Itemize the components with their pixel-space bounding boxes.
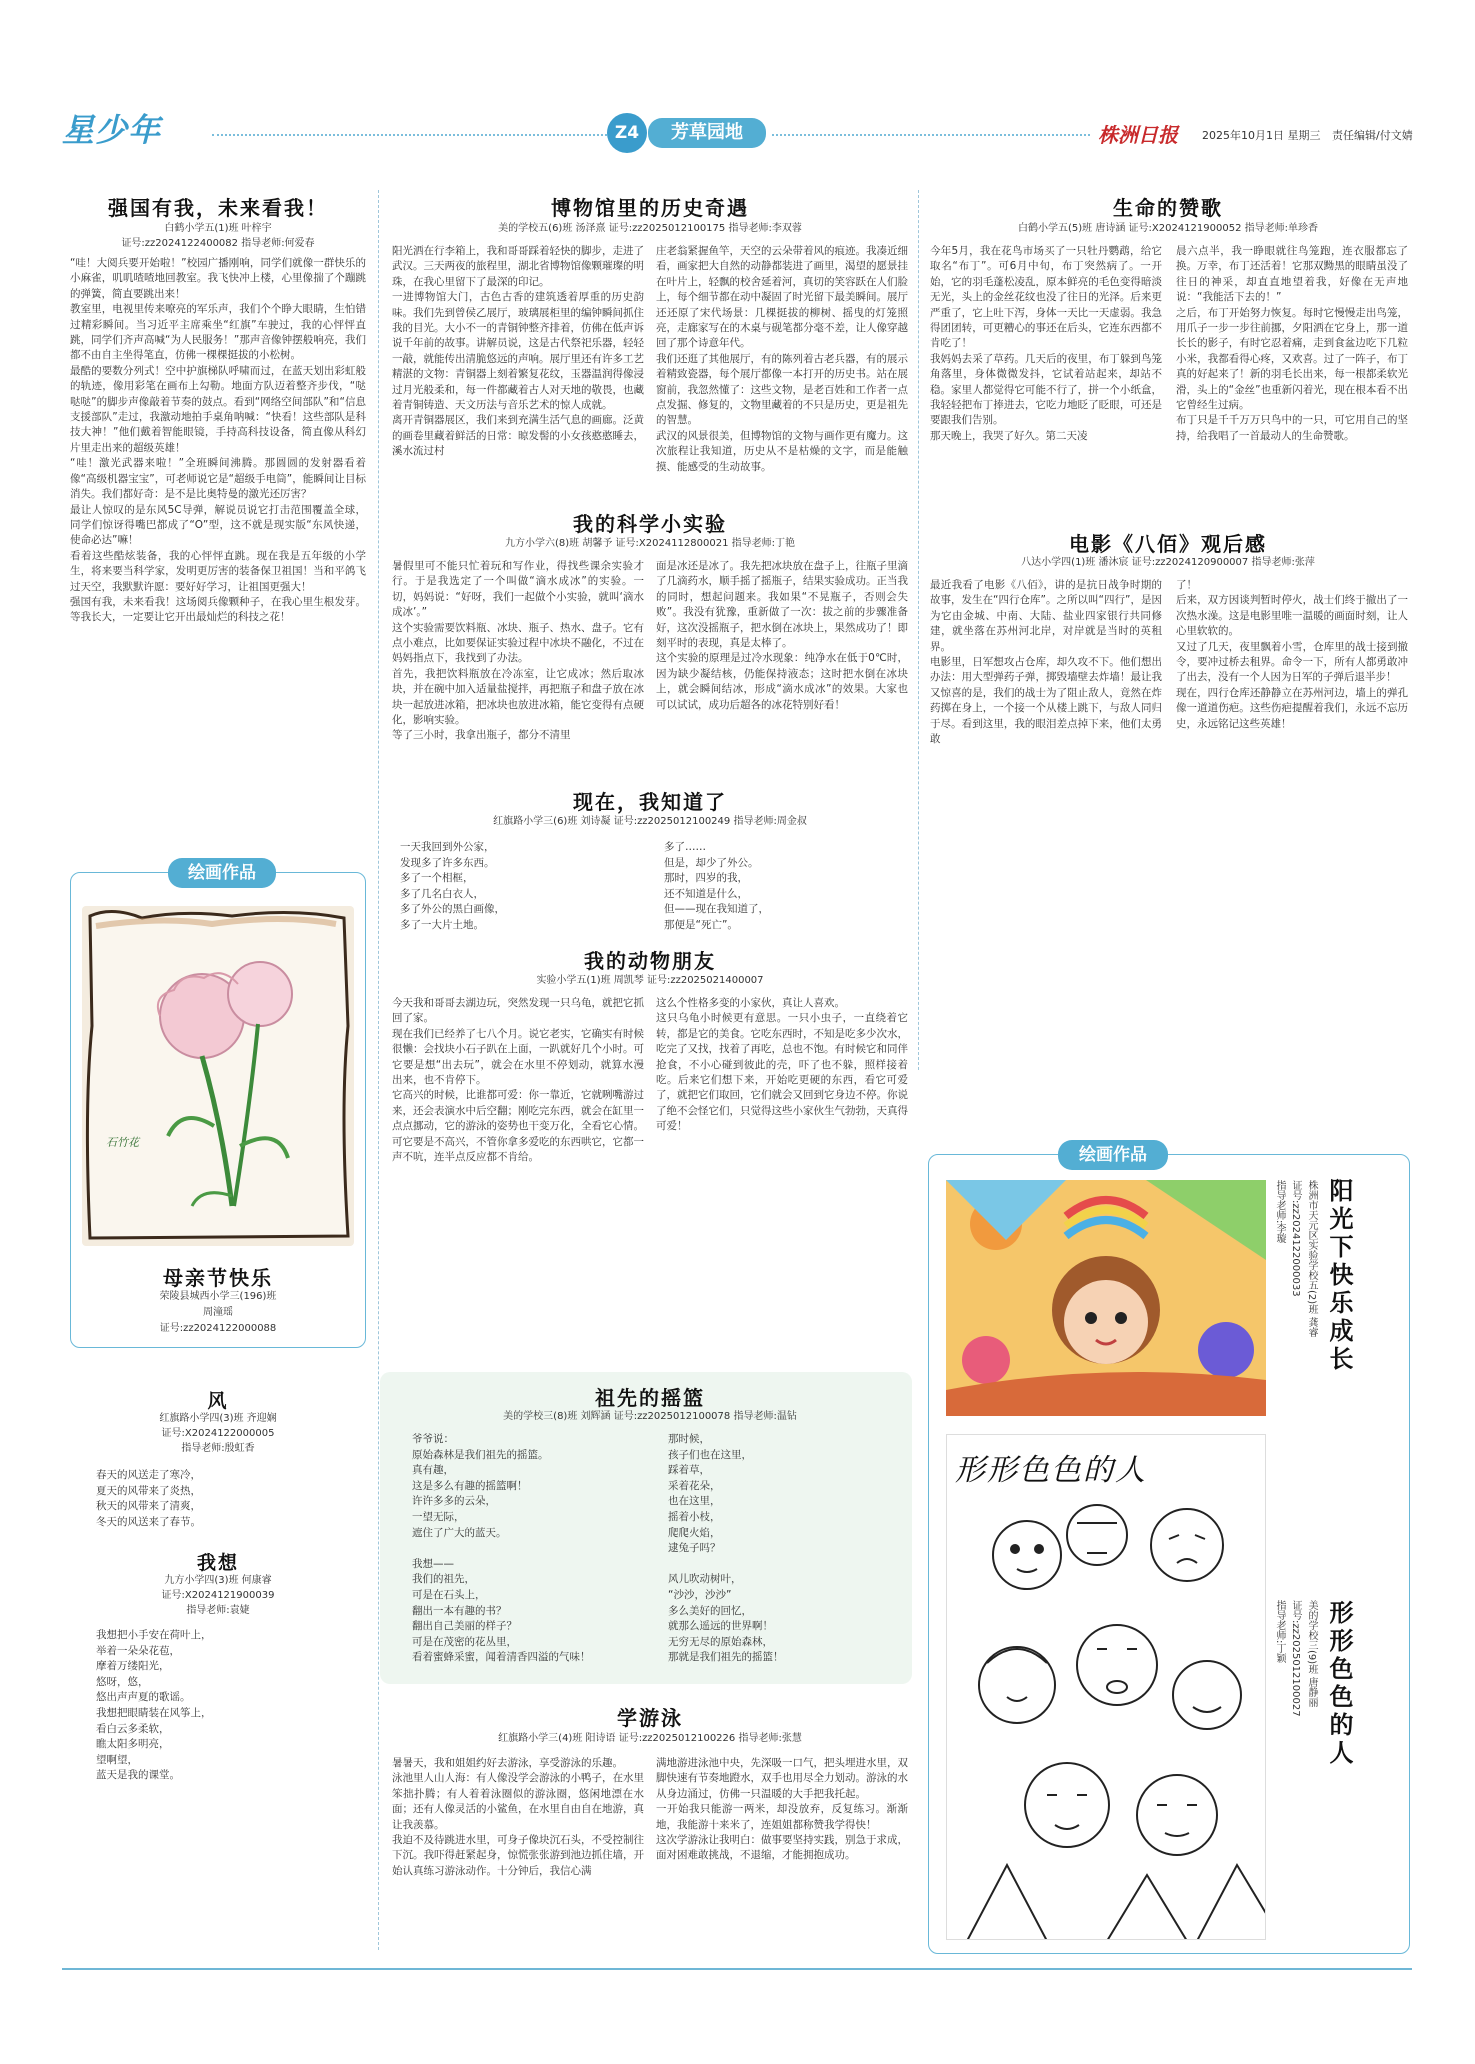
painting-title: 母亲节快乐 xyxy=(163,1266,273,1290)
article-title: 我的动物朋友 xyxy=(584,949,716,973)
article-byline: 白鹤小学五(1)班 叶梓宇 xyxy=(164,223,272,234)
article-title: 生命的赞歌 xyxy=(1113,196,1223,220)
article-body: 阳光洒在行李箱上，我和哥哥踩着轻快的脚步，走进了武汉。三天两夜的旅程里，湖北省博物馆像颗璀璨的明珠，在我心里留下了最深的印记。 一进博物馆大门，古色古香的建筑透着厚重的历史韵味。我们先到曾侯乙展厅，玻璃展柜里的编钟瞬间抓住我的目光。大小不一的青铜钟整齐排着，仿佛在低声诉说千年前的故事。讲解员说，这是古代祭祀乐器，轻轻一敲，就能传出清脆悠远的声响。展厅里还有许多工艺精湛的文物：青铜器上刻着繁复花纹，玉器温润得像浸过月光般柔和，每一件都藏着古人对天地的敬畏，也藏着青铜铸造、天文历法与音乐艺术的惊人成就。 离开青铜器展区，我们来到充满生活气息的画廊。泛黄的画卷里藏着鲜活的日常：晾发髻的小女孩憨憨睡去，溪水流过村 xyxy=(392,245,644,458)
article-body: 这么个性格多变的小家伙，真让人喜欢。 这只乌龟小时候更有意思。一只小虫子，一直绕着它转，都是它的美食。它吃东西时，不知是吃多少次水，吃完了又找，找着了再吃，总也不饱。有时候它和同伴抢食，不小心碰到彼此的壳，吓了也不躲，照样接着吃。后来它们想下来，开始吃更硬的东西，看它可爱了，就把它们取回，它们就会又回到它身边不停。你说了绝不会怪它们，只觉得这些小家伙生气勃勃，天真得可爱！ xyxy=(656,997,908,1133)
article-body: 最近我看了电影《八佰》，讲的是抗日战争时期的故事，发生在“四行仓库”。之所以叫“四行”，是因为它由金城、中南、大陆、盐业四家银行共同修建，就坐落在苏州河北岸，对岸就是当时的英租界。 电影里，日军想攻占仓库，却久攻不下。他们想出办法：用大型弹药子弹，掷毁墙壁去炸墙！最让我又惊喜的是，我们的战士为了阻止敌人，竟然在炸药掷在身上，一个接一个从楼上跳下，与敌人同归于尽。看到这里，我的眼泪差点掉下来，他们太勇敢 xyxy=(930,579,1162,746)
painting-label: 绘画作品 xyxy=(1058,1140,1168,1170)
article-byline: 证号:X2024121900039 xyxy=(161,1590,275,1601)
carnation-drawing xyxy=(82,906,354,1246)
article-body: 今天我和哥哥去湖边玩，突然发现一只乌龟，就把它抓回了家。 现在我们已经养了七八个月。说它老实，它确实有时候很懒：会找块小石子趴在上面，一趴就好几个小时。可它要是想“出去玩”，就会在水里不停划动，就算水漫出来，也不肯停下。 它高兴的时候，比谁都可爱：你一靠近，它就咧嘴游过来，还会表演水中后空翻；刚吃完东西，就会在缸里一点点挪动，它的游泳的姿势也干变万化，全看它心情。可它要是不高兴，不管你拿多爱吃的东西哄它，它都一声不吭，连半点反应都不肯给。 xyxy=(392,997,644,1164)
painting-author: 荣陵县城西小学三(196)班 xyxy=(159,1291,277,1302)
painting-label: 绘画作品 xyxy=(168,858,276,888)
poem-body: 那时候， 孩子们也在这里， 踩着草， 采着花朵， 也在这里， 摇着小枝， 爬爬火焰， 逮兔子吗？ 风儿吹动树叶， “沙沙，沙沙” 多么美好的回忆， 就那么遥远的世界啊！ 无穷无尽的原始森林， 那就是我们祖先的摇篮！ xyxy=(668,1433,784,1664)
section-title: 芳草园地 xyxy=(648,118,766,148)
issue-date: 2025年10月1日 星期三 xyxy=(1202,129,1321,142)
article-body: 暑暑天，我和姐姐约好去游泳，享受游泳的乐趣。 泳池里人山人海：有人像没学会游泳的小鸭子，在水里笨拙扑腾；有人着着泳圈似的游泳圈，悠闲地漂在水面；还有人像灵活的小鲨鱼，在水里自由自在地游，真让我羡慕。 我迫不及待跳进水里，可身子像块沉石头，不受控制往下沉。我吓得赶紧起身，惊慌张张游到池边抓住墙，开始认真练习游泳动作。十分钟后，我信心满 xyxy=(392,1757,644,1877)
poem-body: 春天的风送走了寒冷， 夏天的风带来了炎热， 秋天的风带来了清爽， 冬天的风送来了春节。 xyxy=(96,1469,201,1528)
painting-author: 株洲市天元区实验学校五(2)班 龚睿 xyxy=(1306,1180,1317,1338)
poem-body: 我想把小手安在荷叶上， 举着一朵朵花苞， 摩着万缕阳光， 悠呀，悠， 悠出声声夏的歌谣。 我想把眼睛装在风筝上， 看白云多柔软， 瞧太阳多明亮， 望啊望， 蓝天是我的课堂。 xyxy=(96,1629,212,1782)
article-body: “哇！大阅兵要开始啦！”校园广播刚响，同学们就像一群快乐的小麻雀，叽叽喳喳地回教室。我飞快冲上楼，心里像揣了个蹦跳的弹簧，简直要跳出来！ 教室里，电视里传来嘹亮的军乐声，我们个个睁大眼睛，生怕错过精彩瞬间。当习近平主席乘坐“红旗”车驶过，我的心怦怦直跳，同学们齐声高喊“为人民服务！”那声音像钟摆般响亮，我们都不由自主坐得笔直，仿佛一棵棵挺拔的小松树。 最酷的要数分列式！空中护旗梯队呼啸而过，在蓝天划出彩虹般的轨迹，像用彩笔在画布上勾勒。地面方队迈着整齐步伐，“哒哒哒”的脚步声像敲着节奏的鼓点。看到“网络空间部队”和“信息支援部队”走过，我激动地拍手桌角呐喊：“快看！这些部队是科技大神！”他们戴着智能眼镜，手持高科技设备，简直像从科幻片里走出来的超级英雄！ “哇！激光武器来啦！”全班瞬间沸腾。那圆圆的发射器看着像“高级机器宝宝”，可老师说它是“超级手电筒”，能瞬间让目标消失。我们都好奇：是不是比奥特曼的激光还厉害？ 最让人惊叹的是东风5C导弹，解说员说它打击范围覆盖全球，同学们惊讶得嘴巴都成了“O”型，这不就是现实版“东风快递，使命必达”嘛！ 看着这些酷炫装备，我的心怦怦直跳。现在我是五年级的小学生，将来要当科学家，发明更厉害的装备保卫祖国！当和平鸽飞过天空，我默默许愿：要好好学习，让祖国更强大！ 强国有我，未来看我！这场阅兵像颗种子，在我心里生根发芽。等我长大，一定要让它开出最灿烂的科技之花！ xyxy=(70,257,366,624)
sunshine-drawing xyxy=(946,1180,1266,1416)
article-body: 暑假里可不能只忙着玩和写作业，得找些课余实验才行。于是我选定了一个叫做“滴水成冰”的实验。一切，妈妈说：“好呀，我们一起做个小实验，就叫‘滴水成冰’。” 这个实验需要饮料瓶、冰块、瓶子、热水、盘子。它有点小难点，比如要保证实验过程中冰块不融化，不过在妈妈指点下，我找到了办法。 首先，我把饮料瓶放在冷冻室，让它成冰；然后取冰块，并在碗中加入适量盐搅拌，再把瓶子和盘子放在冰块一起放进冰箱，把冰块也放进冰箱，能它变得有点硬化，影响实验。 等了三小时，我拿出瓶子，都分不清里 xyxy=(392,560,644,742)
article-byline: 八达小学四(1)班 潘沐宸 证号:zz2024120900007 指导老师:张萍 xyxy=(1021,557,1315,568)
article-title: 强国有我，未来看我！ xyxy=(108,196,328,220)
painting-author: 周潼瑶 xyxy=(203,1307,233,1318)
article-byline: 美的学校五(6)班 汤泽熹 证号:zz2025012100175 指导老师:李双蓉 xyxy=(498,223,802,234)
article-body: 了！ 后来，双方因谈判暂时停火，战士们终于撤出了一次热水澡。这是电影里唯一温暖的画面时刻，让人心里软软的。 又过了几天，夜里飘着小雪，仓库里的战士接到撤令，要冲过桥去租界。命令一下，所有人都勇敢冲了出去，没有一个人因为日军的子弹后退半步！ 现在，四行仓库还静静立在苏州河边，墙上的弹孔像一道道伤疤。这些伤疤提醒着我们，永远不忘历史，永远铭记这些英雄！ xyxy=(1176,579,1408,730)
painting-caption: 石竹花 xyxy=(106,1136,139,1149)
article-body: 满地游进泳池中央，先深吸一口气，把头埋进水里，双脚快速有节奏地蹬水，双手也用尽全力划动。游泳的水从身边涌过，仿佛一只温暖的大手把我托起。 一开始我只能游一两米，却没放弃，反复练习。渐渐地，我能游十来米了，连姐姐都称赞我学得快！ 这次学游泳让我明白：做事要坚持实践，别急于求成，面对困难敢挑战，不退缩，才能拥抱成功。 xyxy=(656,1757,908,1862)
article-title: 我想 xyxy=(196,1552,239,1574)
poem-body: 多了…… 但是，却少了外公。 那时，四岁的我， 还不知道是什么， 但——现在我知道了， 那便是“死亡”。 xyxy=(664,841,769,931)
newspaper-name: 株洲日报 xyxy=(1098,123,1178,147)
article-title: 现在，我知道了 xyxy=(573,790,727,814)
painting-cert: 证号:zz2025012100027 xyxy=(1290,1600,1301,1717)
header-logo xyxy=(62,105,202,161)
article-body: 今年5月，我在花鸟市场买了一只牡丹鹦鹉，给它取名“布丁”。可6月中旬，布丁突然病了。一开始，它的羽毛蓬松凌乱，原本鲜亮的毛色变得暗淡无光，头上的金丝花纹也没了往日的光泽。后来更严重了，它上吐下泻，身体一天比一天虚弱。我急得团团转，可更糟心的事还在后头，它连东西都不肯吃了！ 我妈妈去采了草药。几天后的夜里，布丁躲到鸟笼角落里，身体微微发抖，它试着站起来，却站不稳。家里人都觉得它可能不行了，拼一个小纸盒，我轻轻把布丁捧进去，它吃力地眨了眨眼，可还是要跟我们告别。 那天晚上，我哭了好久。第二天凌 xyxy=(930,245,1162,442)
article-body: 面是冰还是冰了。我先把冰块放在盘子上，往瓶子里滴了几滴药水，顺手摇了摇瓶子，结果实验成功。正当我的同时，想起问题来。我如果“不晃瓶子，否则会失败”。我没有犹豫，重新做了一次：拔之前的步骤准备好，这次没摇瓶子，把水倒在冰块上，果然成功了！即刻平时的表现，真是太棒了。 这个实验的原理是过冷水现象：纯净水在低于0℃时，因为缺少凝结核，仍能保持液态；这时把水倒在冰块上，就会瞬间结冰，形成“滴水成冰”的效果。大家也可以试试，成功后超各的冰花特别好看！ xyxy=(656,560,908,711)
article-byline: 证号:zz2024122400082 指导老师:何爱春 xyxy=(121,238,315,249)
poem-body: 一天我回到外公家， 发现多了许多东西。 多了一个相框， 多了几名白衣人， 多了外公的黑白画像， 多了一大片土地。 xyxy=(400,841,505,931)
article-title: 学游泳 xyxy=(617,1706,683,1730)
article-byline: 证号:X2024122000005 xyxy=(161,1428,275,1439)
painting-author: 美的学校三(9)班 唐静丽 xyxy=(1306,1600,1317,1708)
article-byline: 红旗路小学三(4)班 阳诗语 证号:zz2025012100226 指导老师:张慧 xyxy=(498,1733,802,1744)
logo-text: 星少年 xyxy=(62,111,162,149)
article-byline: 九方小学六(8)班 胡馨予 证号:X2024112800021 指导老师:丁艳 xyxy=(505,538,795,549)
painting-teacher: 指导老师:李璇 xyxy=(1274,1180,1285,1244)
article-byline: 红旗路小学四(3)班 齐迎娴 xyxy=(159,1413,277,1424)
painting-title: 形形色色的人 xyxy=(1325,1600,1353,1768)
painting-teacher: 指导老师:丁颖 xyxy=(1274,1600,1285,1664)
article-title: 我的科学小实验 xyxy=(573,512,727,536)
article-title: 博物馆里的历史奇遇 xyxy=(551,196,749,220)
article-body: 晨六点半，我一睁眼就往鸟笼跑，连衣服都忘了换。万幸，布丁还活着！它那双黝黑的眼睛虽没了往日的神采，却直直地望着我，好像在无声地说：“我能活下去的！” 之后，布丁开始努力恢复。每时它慢慢走出鸟笼，用爪子一步一步往前挪，夕阳洒在它身上，那一道长长的影子，有时它忍着痛，走到食盆边吃下几粒小米，我都看得心疼，又欢喜。过了一阵子，布丁真的好起来了！新的羽毛长出来，每一根都柔软光滑，头上的“金丝”也重新闪着光，现在根本看不出它曾经生过病。 布丁只是千千万万只鸟中的一只，可它用自己的坚持，给我唱了一首最动人的生命赞歌。 xyxy=(1176,245,1408,442)
article-body: 庄老翁紧握鱼竿，天空的云朵带着风的痕迹。我凑近细看，画家把大自然的动静都装进了画里，渴望的愿景挂在叶片上，轻飘的校舍延着河，真切的笑容跃在人们脸上，每个细节都在动中凝固了时光留下最美瞬间。展厅还还原了宋代场景：几棵挺拔的柳树、摇曳的灯笼照亮，走廊家写在的木桌与砚笔都分毫不差，让人像穿越回了那个诗意年代。 我们还逛了其他展厅，有的陈列着古老兵器，有的展示着精致瓷器，每个展厅都像一本打开的历史书。站在展窗前，我忽然懂了：这些文物，是老百姓和工作者一点点发掘、修复的，文物里藏着的不只是历史，更是祖先的智慧。 武汉的风景很美，但博物馆的文物与画作更有魔力。这次旅程让我知道，历史从不是枯燥的文字，而是能触摸、能感受的生动故事。 xyxy=(656,245,908,473)
article-title: 风 xyxy=(207,1390,229,1412)
article-byline: 红旗路小学三(6)班 刘诗凝 证号:zz2025012100249 指导老师:周金叔 xyxy=(493,816,807,827)
people-drawing xyxy=(946,1434,1266,1940)
article-byline: 指导老师:袁婕 xyxy=(186,1605,250,1616)
article-byline: 实验小学五(1)班 周凯琴 证号:zz2025021400007 xyxy=(536,975,764,986)
article-byline: 美的学校三(8)班 刘辉涵 证号:zz2025012100078 指导老师:温钻 xyxy=(503,1411,797,1422)
painting-title: 阳光下快乐成长 xyxy=(1325,1178,1353,1374)
article-title: 祖先的摇篮 xyxy=(595,1386,705,1410)
painting-cert: 证号:zz2024122000088 xyxy=(159,1323,277,1334)
article-title: 电影《八佰》观后感 xyxy=(1069,532,1267,556)
drawing-title: 形形色色的人 xyxy=(955,1453,1147,1488)
poem-body: 爷爷说： 原始森林是我们祖先的摇篮。 真有趣， 这是多么有趣的摇篮啊！ 许许多多的云朵， 一望无际， 遮住了广大的蓝天。 我想—— 我们的祖先， 可是在石头上， 翻出一本有趣的书？ 翻出自己美丽的样子？ 可是在茂密的花丛里， 看着蜜蜂采蜜，闻着清香四溢的气味！ xyxy=(412,1433,591,1664)
article-byline: 九方小学四(3)班 何康睿 xyxy=(164,1575,272,1586)
page-badge: Z4 xyxy=(607,113,647,153)
article-byline: 指导老师:殷虹香 xyxy=(181,1443,255,1454)
editor: 责任编辑/付文婧 xyxy=(1332,129,1413,142)
painting-cert: 证号:zz2024122000033 xyxy=(1290,1180,1301,1297)
article-byline: 白鹤小学五(5)班 唐诗涵 证号:X2024121900052 指导老师:单珍香 xyxy=(1018,223,1318,234)
